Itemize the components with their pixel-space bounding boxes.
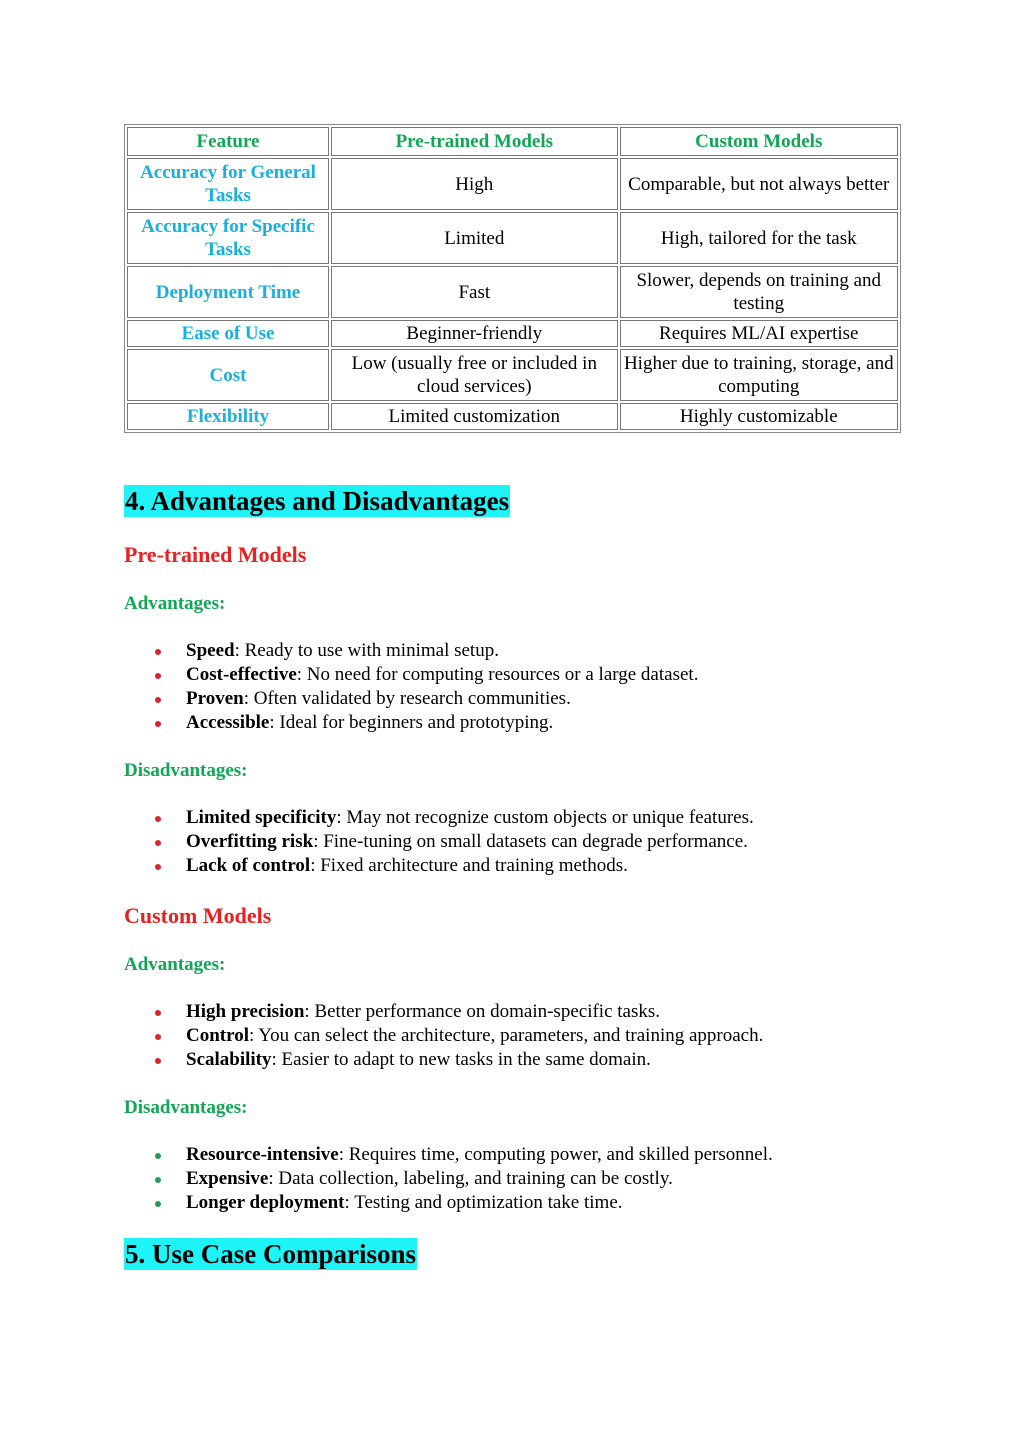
list-item: Proven: Often validated by research communities. xyxy=(186,687,698,711)
feature-cell: Cost xyxy=(127,349,329,401)
bullet-icon xyxy=(155,816,161,822)
table-row xyxy=(127,320,898,347)
list-item: Limited specificity: May not recognize custom objects or unique features. xyxy=(186,806,754,830)
comparison-table-wrap xyxy=(124,124,901,433)
pretrained-advantages-label: Advantages: xyxy=(124,593,226,614)
bullet-icon xyxy=(155,1177,161,1183)
pretrained-cell: High xyxy=(331,158,617,210)
comparison-table xyxy=(124,124,901,433)
custom-cell: Slower, depends on training and testing xyxy=(620,266,898,318)
list-item: Speed: Ready to use with minimal setup. xyxy=(186,639,698,663)
custom-cell: Higher due to training, storage, and computing xyxy=(620,349,898,401)
pretrained-disadvantages-label: Disadvantages: xyxy=(124,760,248,781)
custom-disadvantages-label: Disadvantages: xyxy=(124,1097,248,1118)
pretrained-disadvantages-list xyxy=(124,806,754,878)
custom-disadvantages-list xyxy=(124,1143,773,1215)
pretrained-cell: Limited customization xyxy=(331,403,617,430)
custom-cell: High, tailored for the task xyxy=(620,212,898,264)
table-header-row xyxy=(127,127,898,156)
custom-cell: Requires ML/AI expertise xyxy=(620,320,898,347)
table-row xyxy=(127,349,898,401)
custom-advantages-label: Advantages: xyxy=(124,954,226,975)
list-item: Longer deployment: Testing and optimization take time. xyxy=(186,1191,773,1215)
table-row xyxy=(127,403,898,430)
list-item: Scalability: Easier to adapt to new tasks in the same domain. xyxy=(186,1048,763,1072)
pretrained-advantages-list xyxy=(124,639,698,735)
pretrained-heading: Pre-trained Models xyxy=(124,542,307,567)
table-row xyxy=(127,212,898,264)
bullet-icon xyxy=(155,864,161,870)
bullet-icon xyxy=(155,1153,161,1159)
custom-cell: Comparable, but not always better xyxy=(620,158,898,210)
feature-cell: Accuracy for General Tasks xyxy=(127,158,329,210)
custom-heading: Custom Models xyxy=(124,903,272,928)
custom-cell: Highly customizable xyxy=(620,403,898,430)
bullet-icon xyxy=(155,1034,161,1040)
pretrained-cell: Low (usually free or included in cloud services) xyxy=(331,349,617,401)
pretrained-cell: Beginner-friendly xyxy=(331,320,617,347)
bullet-icon xyxy=(155,721,161,727)
feature-cell: Flexibility xyxy=(127,403,329,430)
bullet-icon xyxy=(155,673,161,679)
list-item: Cost-effective: No need for computing resources or a large dataset. xyxy=(186,663,698,687)
custom-advantages-list xyxy=(124,1000,763,1072)
list-item: Expensive: Data collection, labeling, and training can be costly. xyxy=(186,1167,773,1191)
table-row xyxy=(127,158,898,210)
table-row xyxy=(127,266,898,318)
bullet-icon xyxy=(155,1010,161,1016)
pretrained-cell: Limited xyxy=(331,212,617,264)
list-item: High precision: Better performance on domain-specific tasks. xyxy=(186,1000,763,1024)
list-item: Overfitting risk: Fine-tuning on small datasets can degrade performance. xyxy=(186,830,754,854)
bullet-icon xyxy=(155,649,161,655)
list-item: Resource-intensive: Requires time, computing power, and skilled personnel. xyxy=(186,1143,773,1167)
header-pretrained: Pre-trained Models xyxy=(331,127,617,156)
list-item: Accessible: Ideal for beginners and prototyping. xyxy=(186,711,698,735)
feature-cell: Ease of Use xyxy=(127,320,329,347)
feature-cell: Deployment Time xyxy=(127,266,329,318)
header-feature: Feature xyxy=(127,127,329,156)
pretrained-cell: Fast xyxy=(331,266,617,318)
bullet-icon xyxy=(155,1201,161,1207)
feature-cell: Accuracy for Specific Tasks xyxy=(127,212,329,264)
header-custom: Custom Models xyxy=(620,127,898,156)
list-item: Lack of control: Fixed architecture and training methods. xyxy=(186,854,754,878)
bullet-icon xyxy=(155,840,161,846)
section5-heading: 5. Use Case Comparisons xyxy=(125,1239,417,1269)
bullet-icon xyxy=(155,697,161,703)
section4-heading: 4. Advantages and Disadvantages xyxy=(125,486,510,516)
list-item: Control: You can select the architecture, parameters, and training approach. xyxy=(186,1024,763,1048)
bullet-icon xyxy=(155,1058,161,1064)
